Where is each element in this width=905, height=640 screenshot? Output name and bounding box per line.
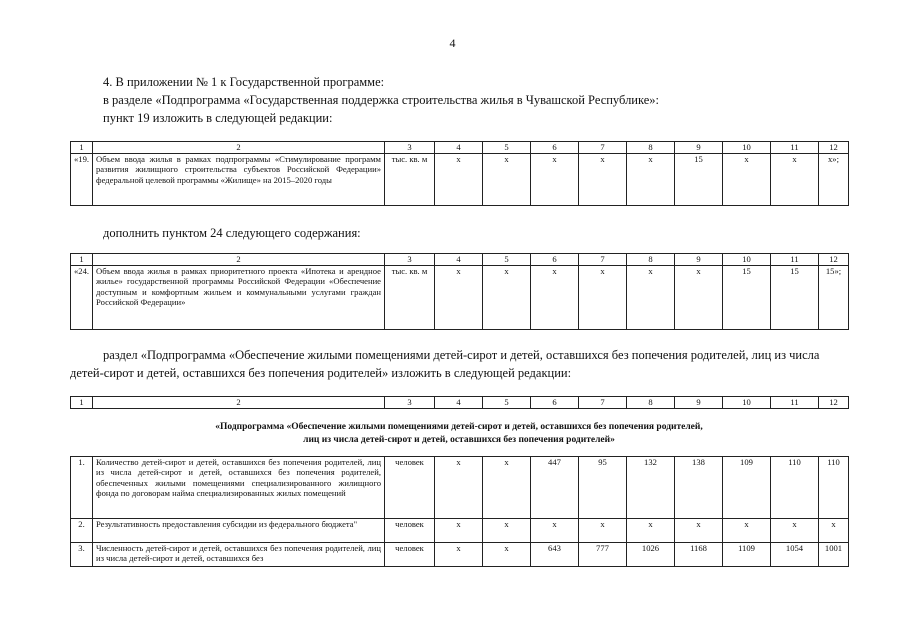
row-unit: тыс. кв. м (385, 154, 435, 206)
column-header-row (71, 254, 849, 266)
col-header: 10 (723, 254, 771, 266)
instruction-section-replace (70, 346, 850, 382)
row-number: 2. (71, 519, 93, 543)
cell-value: х (771, 519, 819, 543)
col-header: 9 (675, 254, 723, 266)
col-header: 11 (771, 397, 819, 409)
cell-value: 15 (771, 266, 819, 330)
row-number: «24. (71, 266, 93, 330)
col-header: 3 (385, 142, 435, 154)
row-number: «19. (71, 154, 93, 206)
col-header: 12 (819, 142, 849, 154)
cell-value: 95 (579, 457, 627, 519)
row-description: Объем ввода жилья в рамках приоритетного проекта «Ипотека и арендное жилье» государственной программы Российской Федерации «Обеспечение доступным и комфортным жильем и коммунальными услугами граждан Российской Федерации» (93, 266, 385, 330)
cell-value: х (723, 519, 771, 543)
cell-value: х (675, 266, 723, 330)
col-header: 5 (483, 142, 531, 154)
cell-value: х (627, 154, 675, 206)
subprogram-title-line-2: лиц из числа детей-сирот и детей, оставшихся без попечения родителей» (303, 435, 615, 445)
col-header: 8 (627, 254, 675, 266)
row-unit: человек (385, 457, 435, 519)
row-description: Результативность предоставления субсидии из федерального бюджета" (93, 519, 385, 543)
cell-value: х (435, 543, 483, 567)
table-item-19 (70, 141, 849, 206)
cell-value: х (483, 519, 531, 543)
table-subprogram-rows (70, 456, 849, 567)
cell-value: х (483, 457, 531, 519)
subprogram-title-line-1: «Подпрограмма «Обеспечение жилыми помещениями детей-сирот и детей, оставшихся без попечения родителей, (215, 422, 703, 432)
col-header: 9 (675, 397, 723, 409)
table-row (71, 266, 849, 330)
cell-value: х (675, 519, 723, 543)
col-header: 4 (435, 254, 483, 266)
col-header: 5 (483, 397, 531, 409)
cell-value: х (435, 266, 483, 330)
table-item-24 (70, 253, 849, 330)
col-header: 6 (531, 254, 579, 266)
intro-line-2: в разделе «Подпрограмма «Государственная поддержка строительства жилья в Чувашской Республике»: (103, 93, 660, 107)
col-header: 6 (531, 142, 579, 154)
col-header: 10 (723, 142, 771, 154)
cell-value: 138 (675, 457, 723, 519)
cell-value: 1054 (771, 543, 819, 567)
col-header: 2 (93, 142, 385, 154)
col-header: 11 (771, 254, 819, 266)
col-header: 6 (531, 397, 579, 409)
cell-value: х (723, 154, 771, 206)
cell-value: 15 (723, 266, 771, 330)
page-number: 4 (449, 36, 456, 50)
cell-value: 110 (771, 457, 819, 519)
cell-value: 132 (627, 457, 675, 519)
col-header: 8 (627, 397, 675, 409)
col-header: 1 (71, 397, 93, 409)
cell-value: х (483, 266, 531, 330)
col-header: 7 (579, 397, 627, 409)
cell-value: х (531, 266, 579, 330)
row-unit: тыс. кв. м (385, 266, 435, 330)
col-header: 7 (579, 142, 627, 154)
instruction-section-text: раздел «Подпрограмма «Обеспечение жилыми помещениями детей-сирот и детей, оставшихся без попечения родителей, лиц из числа детей-сирот и детей, оставшихся без попечения родителей» изложить в следующей редакции: (70, 348, 820, 380)
col-header: 12 (819, 254, 849, 266)
col-header: 4 (435, 142, 483, 154)
cell-value: 1109 (723, 543, 771, 567)
col-header: 10 (723, 397, 771, 409)
row-description: Численность детей-сирот и детей, оставшихся без попечения родителей, лиц из числа детей-сирот и детей, оставшихся без (93, 543, 385, 567)
cell-value: х (819, 519, 849, 543)
cell-value: х (579, 154, 627, 206)
table-subprogram-header (70, 396, 849, 409)
col-header: 7 (579, 254, 627, 266)
cell-value: 643 (531, 543, 579, 567)
col-header: 3 (385, 254, 435, 266)
col-header: 4 (435, 397, 483, 409)
col-header: 11 (771, 142, 819, 154)
row-unit: человек (385, 519, 435, 543)
row-number: 1. (71, 457, 93, 519)
cell-value: х (435, 457, 483, 519)
cell-value: х (579, 519, 627, 543)
col-header: 5 (483, 254, 531, 266)
cell-value: 15 (675, 154, 723, 206)
cell-value: х (627, 519, 675, 543)
cell-value: х (771, 154, 819, 206)
cell-value: 1026 (627, 543, 675, 567)
table-row (71, 154, 849, 206)
cell-value: х (531, 154, 579, 206)
table-row (71, 543, 849, 567)
cell-value: х (483, 154, 531, 206)
col-header: 1 (71, 254, 93, 266)
col-header: 12 (819, 397, 849, 409)
cell-value: х (579, 266, 627, 330)
intro-line-3: пункт 19 изложить в следующей редакции: (103, 111, 333, 125)
cell-value: 1168 (675, 543, 723, 567)
row-number: 3. (71, 543, 93, 567)
col-header: 2 (93, 397, 385, 409)
cell-value: х (435, 519, 483, 543)
instruction-add-item-24: дополнить пунктом 24 следующего содержания: (103, 226, 361, 240)
cell-value: х (435, 154, 483, 206)
col-header: 8 (627, 142, 675, 154)
col-header: 2 (93, 254, 385, 266)
row-description: Объем ввода жилья в рамках подпрограммы «Стимулирование программ развития жилищного строительства субъектов Российской Федерации» федеральной целевой программы «Жилище» на 2015–2020 годы (93, 154, 385, 206)
column-header-row (71, 142, 849, 154)
cell-value: 15»; (819, 266, 849, 330)
column-header-row (71, 397, 849, 409)
table-row (71, 457, 849, 519)
cell-value: 1001 (819, 543, 849, 567)
cell-value: х (627, 266, 675, 330)
row-description: Количество детей-сирот и детей, оставшихся без попечения родителей, лиц из числа детей-сирот и детей, оставшихся без попечения родителей, обеспеченных жилыми помещениями специализированного жилищного фонда по договорам найма специализированных жилых помещений (93, 457, 385, 519)
subprogram-title (70, 421, 848, 447)
col-header: 3 (385, 397, 435, 409)
cell-value: 109 (723, 457, 771, 519)
col-header: 1 (71, 142, 93, 154)
cell-value: 110 (819, 457, 849, 519)
cell-value: 447 (531, 457, 579, 519)
cell-value: х»; (819, 154, 849, 206)
intro-line-1: 4. В приложении № 1 к Государственной программе: (103, 75, 385, 89)
col-header: 9 (675, 142, 723, 154)
cell-value: х (531, 519, 579, 543)
table-row (71, 519, 849, 543)
row-unit: человек (385, 543, 435, 567)
cell-value: х (483, 543, 531, 567)
cell-value: 777 (579, 543, 627, 567)
